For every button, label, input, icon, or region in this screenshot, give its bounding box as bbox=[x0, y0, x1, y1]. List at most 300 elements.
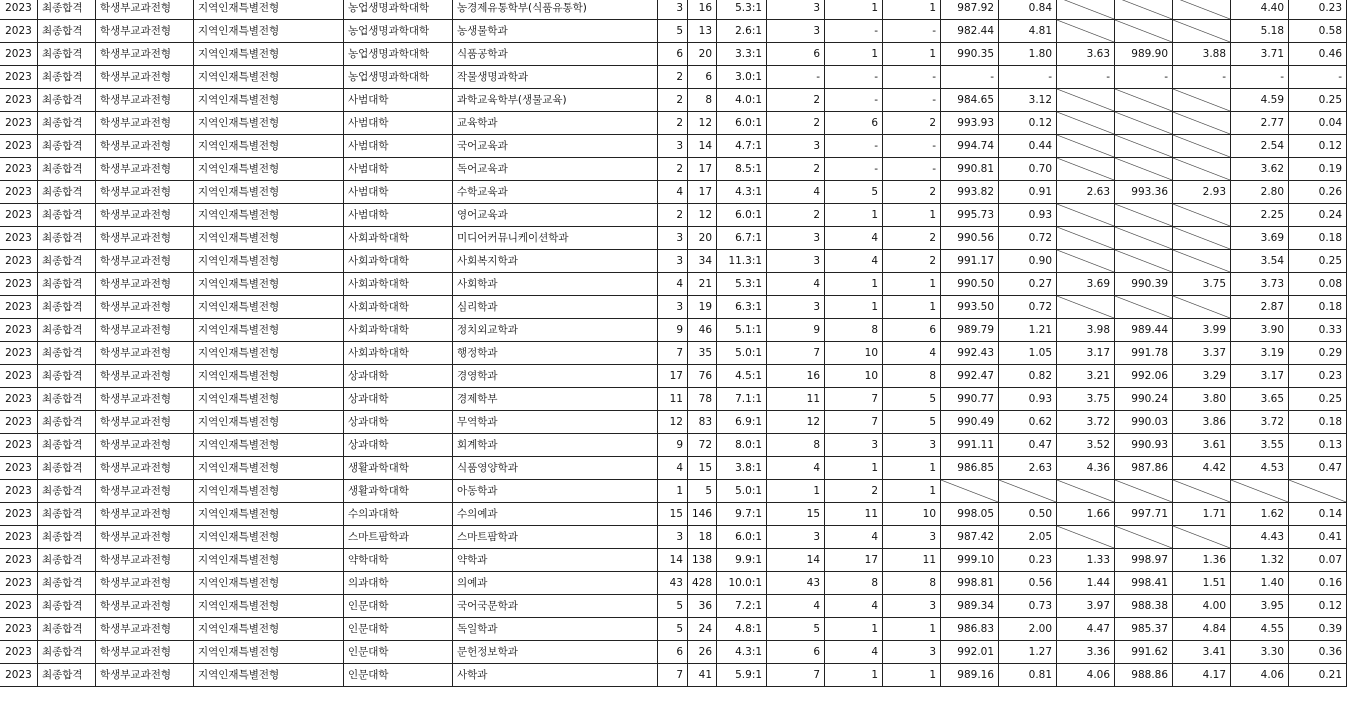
table-cell[interactable]: 988.38 bbox=[1115, 595, 1173, 618]
table-cell[interactable]: 2023 bbox=[0, 158, 38, 181]
table-cell[interactable]: 0.56 bbox=[999, 572, 1057, 595]
table-cell[interactable]: 학생부교과전형 bbox=[96, 664, 194, 687]
table-cell[interactable]: 35 bbox=[688, 342, 717, 365]
table-cell[interactable]: 3.98 bbox=[1057, 319, 1115, 342]
table-cell[interactable]: 4 bbox=[658, 181, 688, 204]
table-cell[interactable]: 6.0:1 bbox=[717, 526, 767, 549]
table-cell[interactable]: 2023 bbox=[0, 20, 38, 43]
table-cell[interactable]: 최종합격 bbox=[38, 89, 96, 112]
table-cell[interactable]: 2023 bbox=[0, 434, 38, 457]
table-cell[interactable]: 0.19 bbox=[1289, 158, 1347, 181]
table-cell[interactable]: 2.93 bbox=[1173, 181, 1231, 204]
table-cell[interactable]: 3.21 bbox=[1057, 365, 1115, 388]
table-cell[interactable]: 학생부교과전형 bbox=[96, 0, 194, 20]
table-cell[interactable]: 9.7:1 bbox=[717, 503, 767, 526]
table-cell[interactable]: 46 bbox=[688, 319, 717, 342]
table-cell[interactable]: 1 bbox=[883, 273, 941, 296]
table-cell[interactable]: 0.25 bbox=[1289, 89, 1347, 112]
table-cell[interactable]: 989.44 bbox=[1115, 319, 1173, 342]
table-cell[interactable]: 2023 bbox=[0, 319, 38, 342]
table-cell[interactable]: 최종합격 bbox=[38, 227, 96, 250]
table-cell[interactable]: 985.37 bbox=[1115, 618, 1173, 641]
table-cell[interactable]: 7 bbox=[825, 388, 883, 411]
table-cell[interactable]: 2 bbox=[767, 204, 825, 227]
table-cell[interactable]: 학생부교과전형 bbox=[96, 135, 194, 158]
table-cell[interactable]: 1.62 bbox=[1231, 503, 1289, 526]
table-cell[interactable]: 3.17 bbox=[1057, 342, 1115, 365]
table-cell[interactable]: 2 bbox=[658, 89, 688, 112]
table-cell[interactable]: 26 bbox=[688, 641, 717, 664]
table-cell[interactable]: 학생부교과전형 bbox=[96, 273, 194, 296]
table-cell[interactable]: 학생부교과전형 bbox=[96, 457, 194, 480]
table-cell[interactable]: 4.43 bbox=[1231, 526, 1289, 549]
table-cell[interactable]: 상과대학 bbox=[344, 411, 453, 434]
table-cell[interactable]: 2023 bbox=[0, 618, 38, 641]
table-cell[interactable]: 0.12 bbox=[1289, 595, 1347, 618]
table-cell[interactable]: 3.88 bbox=[1173, 43, 1231, 66]
table-cell[interactable]: 학생부교과전형 bbox=[96, 618, 194, 641]
table-cell[interactable]: 식품영양학과 bbox=[453, 457, 658, 480]
table-cell[interactable]: 4.42 bbox=[1173, 457, 1231, 480]
table-cell[interactable]: 3.65 bbox=[1231, 388, 1289, 411]
table-cell[interactable]: 41 bbox=[688, 664, 717, 687]
table-cell[interactable]: 4 bbox=[825, 641, 883, 664]
table-cell[interactable]: 지역인재특별전형 bbox=[194, 365, 344, 388]
table-cell[interactable]: 1 bbox=[767, 480, 825, 503]
table-cell[interactable]: 6.0:1 bbox=[717, 204, 767, 227]
table-cell[interactable]: 1.32 bbox=[1231, 549, 1289, 572]
table-cell[interactable]: 0.58 bbox=[1289, 20, 1347, 43]
table-cell[interactable]: 지역인재특별전형 bbox=[194, 112, 344, 135]
table-cell[interactable]: 사회과학대학 bbox=[344, 273, 453, 296]
table-cell[interactable]: 학생부교과전형 bbox=[96, 480, 194, 503]
table-cell[interactable]: 986.85 bbox=[941, 457, 999, 480]
table-cell[interactable]: 2023 bbox=[0, 595, 38, 618]
table-cell[interactable]: 1 bbox=[883, 457, 941, 480]
table-cell[interactable]: 7 bbox=[658, 342, 688, 365]
table-cell[interactable]: 7 bbox=[767, 342, 825, 365]
table-cell[interactable]: 2023 bbox=[0, 365, 38, 388]
table-cell[interactable]: 991.78 bbox=[1115, 342, 1173, 365]
table-cell[interactable]: 15 bbox=[767, 503, 825, 526]
table-cell[interactable]: 최종합격 bbox=[38, 618, 96, 641]
table-cell[interactable] bbox=[1057, 20, 1115, 43]
table-cell[interactable]: 0.39 bbox=[1289, 618, 1347, 641]
table-cell[interactable]: 3 bbox=[767, 526, 825, 549]
table-cell[interactable]: - bbox=[1289, 66, 1347, 89]
table-cell[interactable]: 998.05 bbox=[941, 503, 999, 526]
table-cell[interactable]: 3.75 bbox=[1173, 273, 1231, 296]
table-cell[interactable]: 0.82 bbox=[999, 365, 1057, 388]
table-cell[interactable]: 지역인재특별전형 bbox=[194, 204, 344, 227]
table-cell[interactable]: 사회과학대학 bbox=[344, 342, 453, 365]
table-cell[interactable]: 990.81 bbox=[941, 158, 999, 181]
table-cell[interactable] bbox=[1115, 158, 1173, 181]
table-cell[interactable]: 993.82 bbox=[941, 181, 999, 204]
table-cell[interactable]: 2023 bbox=[0, 181, 38, 204]
table-cell[interactable] bbox=[1057, 480, 1115, 503]
table-cell[interactable]: 4 bbox=[883, 342, 941, 365]
table-cell[interactable]: 2 bbox=[658, 112, 688, 135]
table-cell[interactable]: 5 bbox=[883, 388, 941, 411]
table-cell[interactable]: 5 bbox=[767, 618, 825, 641]
table-cell[interactable]: 사범대학 bbox=[344, 112, 453, 135]
table-cell[interactable]: 독일학과 bbox=[453, 618, 658, 641]
table-cell[interactable]: 4 bbox=[767, 595, 825, 618]
table-cell[interactable]: 6.3:1 bbox=[717, 296, 767, 319]
table-cell[interactable]: 9 bbox=[767, 319, 825, 342]
table-cell[interactable]: 무역학과 bbox=[453, 411, 658, 434]
table-cell[interactable]: 1.27 bbox=[999, 641, 1057, 664]
table-cell[interactable]: 3.73 bbox=[1231, 273, 1289, 296]
table-cell[interactable]: 1 bbox=[883, 204, 941, 227]
table-cell[interactable]: 2023 bbox=[0, 572, 38, 595]
table-cell[interactable]: 사회과학대학 bbox=[344, 319, 453, 342]
table-cell[interactable]: 0.04 bbox=[1289, 112, 1347, 135]
table-cell[interactable]: 사회과학대학 bbox=[344, 296, 453, 319]
table-cell[interactable]: 1 bbox=[883, 618, 941, 641]
table-cell[interactable]: 지역인재특별전형 bbox=[194, 572, 344, 595]
table-cell[interactable]: 약학대학 bbox=[344, 549, 453, 572]
table-cell[interactable]: 최종합격 bbox=[38, 250, 96, 273]
table-cell[interactable]: 993.50 bbox=[941, 296, 999, 319]
table-cell[interactable]: 7 bbox=[658, 664, 688, 687]
table-cell[interactable]: 지역인재특별전형 bbox=[194, 0, 344, 20]
table-cell[interactable]: 984.65 bbox=[941, 89, 999, 112]
table-cell[interactable]: 2 bbox=[658, 66, 688, 89]
table-cell[interactable]: 987.86 bbox=[1115, 457, 1173, 480]
table-cell[interactable]: 6 bbox=[658, 641, 688, 664]
table-cell[interactable]: 4.84 bbox=[1173, 618, 1231, 641]
table-cell[interactable]: 3.62 bbox=[1231, 158, 1289, 181]
table-cell[interactable]: 2 bbox=[883, 112, 941, 135]
table-cell[interactable]: 0.16 bbox=[1289, 572, 1347, 595]
table-cell[interactable]: 지역인재특별전형 bbox=[194, 618, 344, 641]
table-cell[interactable]: 2 bbox=[767, 158, 825, 181]
table-cell[interactable]: 0.81 bbox=[999, 664, 1057, 687]
table-cell[interactable]: 2023 bbox=[0, 66, 38, 89]
table-cell[interactable]: 3 bbox=[658, 526, 688, 549]
table-cell[interactable]: 최종합격 bbox=[38, 112, 96, 135]
table-cell[interactable]: 4.3:1 bbox=[717, 181, 767, 204]
table-cell[interactable] bbox=[1115, 112, 1173, 135]
table-cell[interactable]: 1 bbox=[825, 204, 883, 227]
table-cell[interactable]: 3.37 bbox=[1173, 342, 1231, 365]
table-cell[interactable]: 4.0:1 bbox=[717, 89, 767, 112]
table-cell[interactable]: 사범대학 bbox=[344, 181, 453, 204]
table-cell[interactable]: 12 bbox=[688, 204, 717, 227]
table-cell[interactable]: 1.66 bbox=[1057, 503, 1115, 526]
table-cell[interactable]: 교육학과 bbox=[453, 112, 658, 135]
table-cell[interactable]: 995.73 bbox=[941, 204, 999, 227]
table-cell[interactable]: 994.74 bbox=[941, 135, 999, 158]
table-cell[interactable]: 4.81 bbox=[999, 20, 1057, 43]
table-cell[interactable]: 0.44 bbox=[999, 135, 1057, 158]
table-cell[interactable]: - bbox=[825, 66, 883, 89]
table-cell[interactable]: 0.12 bbox=[1289, 135, 1347, 158]
table-cell[interactable]: 3 bbox=[767, 0, 825, 20]
table-cell[interactable]: 최종합격 bbox=[38, 641, 96, 664]
table-cell[interactable]: 6 bbox=[825, 112, 883, 135]
table-cell[interactable]: 982.44 bbox=[941, 20, 999, 43]
table-cell[interactable]: 3.55 bbox=[1231, 434, 1289, 457]
table-cell[interactable]: 정치외교학과 bbox=[453, 319, 658, 342]
table-cell[interactable]: 993.36 bbox=[1115, 181, 1173, 204]
table-cell[interactable]: 12 bbox=[767, 411, 825, 434]
table-cell[interactable]: 1.80 bbox=[999, 43, 1057, 66]
table-cell[interactable]: 1 bbox=[825, 618, 883, 641]
table-cell[interactable]: 989.16 bbox=[941, 664, 999, 687]
table-cell[interactable]: 43 bbox=[767, 572, 825, 595]
table-cell[interactable]: 6 bbox=[767, 641, 825, 664]
table-cell[interactable]: 3 bbox=[658, 135, 688, 158]
table-cell[interactable]: 3.36 bbox=[1057, 641, 1115, 664]
table-cell[interactable]: 국어교육과 bbox=[453, 135, 658, 158]
table-cell[interactable]: 1 bbox=[825, 0, 883, 20]
table-cell[interactable]: 991.11 bbox=[941, 434, 999, 457]
table-cell[interactable]: 최종합격 bbox=[38, 43, 96, 66]
table-cell[interactable]: 2.63 bbox=[999, 457, 1057, 480]
table-cell[interactable]: 3 bbox=[883, 641, 941, 664]
table-cell[interactable]: 사범대학 bbox=[344, 204, 453, 227]
table-cell[interactable] bbox=[1057, 296, 1115, 319]
table-cell[interactable]: 학생부교과전형 bbox=[96, 112, 194, 135]
table-cell[interactable]: 14 bbox=[767, 549, 825, 572]
table-cell[interactable]: 0.33 bbox=[1289, 319, 1347, 342]
table-cell[interactable]: - bbox=[1115, 66, 1173, 89]
table-cell[interactable]: 국어국문학과 bbox=[453, 595, 658, 618]
table-cell[interactable]: 3 bbox=[658, 0, 688, 20]
table-cell[interactable] bbox=[1115, 526, 1173, 549]
table-cell[interactable]: 7 bbox=[825, 411, 883, 434]
table-cell[interactable]: 0.25 bbox=[1289, 388, 1347, 411]
table-cell[interactable]: 사학과 bbox=[453, 664, 658, 687]
table-cell[interactable] bbox=[1173, 227, 1231, 250]
table-cell[interactable]: 990.56 bbox=[941, 227, 999, 250]
table-cell[interactable]: 6.0:1 bbox=[717, 112, 767, 135]
table-cell[interactable] bbox=[1057, 204, 1115, 227]
table-cell[interactable]: 990.35 bbox=[941, 43, 999, 66]
table-cell[interactable] bbox=[1173, 20, 1231, 43]
table-cell[interactable]: 최종합격 bbox=[38, 135, 96, 158]
table-cell[interactable]: 18 bbox=[688, 526, 717, 549]
table-cell[interactable]: 2 bbox=[883, 181, 941, 204]
table-cell[interactable]: 4.06 bbox=[1057, 664, 1115, 687]
table-cell[interactable]: 1.51 bbox=[1173, 572, 1231, 595]
table-cell[interactable]: 지역인재특별전형 bbox=[194, 526, 344, 549]
table-cell[interactable]: 최종합격 bbox=[38, 595, 96, 618]
table-cell[interactable]: 4 bbox=[767, 273, 825, 296]
table-cell[interactable]: 2023 bbox=[0, 503, 38, 526]
table-cell[interactable]: - bbox=[1173, 66, 1231, 89]
table-cell[interactable]: 3 bbox=[883, 595, 941, 618]
table-cell[interactable]: 17 bbox=[688, 158, 717, 181]
table-cell[interactable]: 0.70 bbox=[999, 158, 1057, 181]
table-cell[interactable]: 6 bbox=[883, 319, 941, 342]
table-cell[interactable]: 지역인재특별전형 bbox=[194, 89, 344, 112]
table-cell[interactable]: 0.25 bbox=[1289, 250, 1347, 273]
table-cell[interactable]: 989.90 bbox=[1115, 43, 1173, 66]
table-cell[interactable]: 의예과 bbox=[453, 572, 658, 595]
table-cell[interactable]: 21 bbox=[688, 273, 717, 296]
table-cell[interactable]: 학생부교과전형 bbox=[96, 250, 194, 273]
table-cell[interactable]: - bbox=[767, 66, 825, 89]
table-cell[interactable]: 2.87 bbox=[1231, 296, 1289, 319]
table-cell[interactable]: 5.18 bbox=[1231, 20, 1289, 43]
table-cell[interactable]: 최종합격 bbox=[38, 480, 96, 503]
table-cell[interactable]: 0.91 bbox=[999, 181, 1057, 204]
table-cell[interactable]: 2.63 bbox=[1057, 181, 1115, 204]
table-cell[interactable]: 4 bbox=[767, 181, 825, 204]
table-cell[interactable]: 생활과학대학 bbox=[344, 480, 453, 503]
table-cell[interactable]: 6 bbox=[688, 66, 717, 89]
table-cell[interactable]: 14 bbox=[658, 549, 688, 572]
table-cell[interactable]: 992.01 bbox=[941, 641, 999, 664]
table-cell[interactable]: 사범대학 bbox=[344, 135, 453, 158]
table-cell[interactable]: 998.97 bbox=[1115, 549, 1173, 572]
table-cell[interactable]: 4.40 bbox=[1231, 0, 1289, 20]
table-cell[interactable]: 학생부교과전형 bbox=[96, 365, 194, 388]
table-cell[interactable] bbox=[1173, 204, 1231, 227]
table-cell[interactable]: 4.47 bbox=[1057, 618, 1115, 641]
table-cell[interactable]: 상과대학 bbox=[344, 365, 453, 388]
table-cell[interactable]: 2023 bbox=[0, 549, 38, 572]
table-cell[interactable]: 3 bbox=[658, 250, 688, 273]
table-cell[interactable]: 4.8:1 bbox=[717, 618, 767, 641]
table-cell[interactable]: 1.44 bbox=[1057, 572, 1115, 595]
table-cell[interactable]: 사범대학 bbox=[344, 89, 453, 112]
table-cell[interactable]: 경제학부 bbox=[453, 388, 658, 411]
table-cell[interactable]: 2023 bbox=[0, 664, 38, 687]
table-cell[interactable]: 2023 bbox=[0, 0, 38, 20]
table-cell[interactable]: 2.05 bbox=[999, 526, 1057, 549]
table-cell[interactable]: 2 bbox=[658, 158, 688, 181]
table-cell[interactable] bbox=[1115, 20, 1173, 43]
table-cell[interactable]: 스마트팜학과 bbox=[344, 526, 453, 549]
table-cell[interactable]: 2023 bbox=[0, 480, 38, 503]
table-cell[interactable]: 990.49 bbox=[941, 411, 999, 434]
table-cell[interactable]: 987.42 bbox=[941, 526, 999, 549]
table-cell[interactable] bbox=[1231, 480, 1289, 503]
table-cell[interactable]: 4.06 bbox=[1231, 664, 1289, 687]
table-cell[interactable]: 11 bbox=[825, 503, 883, 526]
table-cell[interactable] bbox=[1173, 158, 1231, 181]
table-cell[interactable]: 9.9:1 bbox=[717, 549, 767, 572]
table-cell[interactable]: - bbox=[999, 66, 1057, 89]
table-cell[interactable] bbox=[1115, 0, 1173, 20]
table-cell[interactable]: 사회복지학과 bbox=[453, 250, 658, 273]
table-cell[interactable]: 5.9:1 bbox=[717, 664, 767, 687]
table-cell[interactable]: 6.7:1 bbox=[717, 227, 767, 250]
table-cell[interactable]: 식품공학과 bbox=[453, 43, 658, 66]
table-cell[interactable]: 0.62 bbox=[999, 411, 1057, 434]
table-cell[interactable]: 농업생명과학대학 bbox=[344, 66, 453, 89]
table-cell[interactable]: 76 bbox=[688, 365, 717, 388]
table-cell[interactable]: 사범대학 bbox=[344, 158, 453, 181]
table-cell[interactable]: 4.59 bbox=[1231, 89, 1289, 112]
table-cell[interactable]: 8.5:1 bbox=[717, 158, 767, 181]
table-cell[interactable]: 1 bbox=[825, 43, 883, 66]
table-cell[interactable] bbox=[1173, 526, 1231, 549]
table-cell[interactable]: - bbox=[883, 158, 941, 181]
table-cell[interactable] bbox=[999, 480, 1057, 503]
table-cell[interactable]: 5 bbox=[658, 618, 688, 641]
table-cell[interactable]: 학생부교과전형 bbox=[96, 296, 194, 319]
table-cell[interactable]: 998.81 bbox=[941, 572, 999, 595]
table-cell[interactable] bbox=[1173, 480, 1231, 503]
table-cell[interactable]: 최종합격 bbox=[38, 296, 96, 319]
table-cell[interactable]: 사회학과 bbox=[453, 273, 658, 296]
table-cell[interactable]: 7 bbox=[767, 664, 825, 687]
table-cell[interactable]: 농업생명과학대학 bbox=[344, 0, 453, 20]
table-cell[interactable]: 학생부교과전형 bbox=[96, 641, 194, 664]
table-cell[interactable]: 3.0:1 bbox=[717, 66, 767, 89]
table-cell[interactable]: 8 bbox=[883, 365, 941, 388]
table-cell[interactable]: - bbox=[825, 89, 883, 112]
table-cell[interactable]: 5.0:1 bbox=[717, 480, 767, 503]
table-cell[interactable]: 1 bbox=[883, 296, 941, 319]
table-cell[interactable]: 1 bbox=[658, 480, 688, 503]
table-cell[interactable]: 2023 bbox=[0, 296, 38, 319]
table-cell[interactable]: 지역인재특별전형 bbox=[194, 388, 344, 411]
table-cell[interactable]: 상과대학 bbox=[344, 388, 453, 411]
table-cell[interactable]: 0.21 bbox=[1289, 664, 1347, 687]
table-cell[interactable]: 0.73 bbox=[999, 595, 1057, 618]
table-cell[interactable]: 지역인재특별전형 bbox=[194, 480, 344, 503]
table-cell[interactable]: 8.0:1 bbox=[717, 434, 767, 457]
table-cell[interactable]: 10 bbox=[825, 365, 883, 388]
table-cell[interactable]: 15 bbox=[688, 457, 717, 480]
table-cell[interactable]: 20 bbox=[688, 227, 717, 250]
table-cell[interactable]: 학생부교과전형 bbox=[96, 549, 194, 572]
table-cell[interactable]: 83 bbox=[688, 411, 717, 434]
table-cell[interactable]: 3.90 bbox=[1231, 319, 1289, 342]
table-cell[interactable]: 인문대학 bbox=[344, 618, 453, 641]
table-cell[interactable]: 5.3:1 bbox=[717, 273, 767, 296]
table-cell[interactable]: 최종합격 bbox=[38, 273, 96, 296]
table-cell[interactable]: 인문대학 bbox=[344, 664, 453, 687]
table-cell[interactable]: 2 bbox=[767, 89, 825, 112]
table-cell[interactable]: 990.24 bbox=[1115, 388, 1173, 411]
table-cell[interactable]: 5 bbox=[658, 595, 688, 618]
table-cell[interactable]: 6 bbox=[767, 43, 825, 66]
table-cell[interactable]: 스마트팜학과 bbox=[453, 526, 658, 549]
table-cell[interactable]: 992.47 bbox=[941, 365, 999, 388]
table-cell[interactable]: 0.29 bbox=[1289, 342, 1347, 365]
table-cell[interactable]: 2023 bbox=[0, 273, 38, 296]
table-cell[interactable] bbox=[1115, 89, 1173, 112]
table-cell[interactable]: 997.71 bbox=[1115, 503, 1173, 526]
table-cell[interactable]: 학생부교과전형 bbox=[96, 434, 194, 457]
table-cell[interactable]: 4 bbox=[825, 227, 883, 250]
table-cell[interactable]: 지역인재특별전형 bbox=[194, 43, 344, 66]
table-cell[interactable] bbox=[1115, 227, 1173, 250]
table-cell[interactable]: 989.79 bbox=[941, 319, 999, 342]
table-cell[interactable]: 농업생명과학대학 bbox=[344, 43, 453, 66]
table-cell[interactable]: 학생부교과전형 bbox=[96, 319, 194, 342]
table-cell[interactable]: 최종합격 bbox=[38, 572, 96, 595]
table-cell[interactable]: 6.9:1 bbox=[717, 411, 767, 434]
table-cell[interactable]: 3 bbox=[767, 296, 825, 319]
table-cell[interactable]: 1 bbox=[883, 664, 941, 687]
table-cell[interactable]: 3.99 bbox=[1173, 319, 1231, 342]
table-cell[interactable]: 1 bbox=[825, 664, 883, 687]
table-cell[interactable]: 0.18 bbox=[1289, 296, 1347, 319]
table-cell[interactable]: 학생부교과전형 bbox=[96, 388, 194, 411]
table-cell[interactable]: 3.8:1 bbox=[717, 457, 767, 480]
table-cell[interactable]: 1 bbox=[825, 457, 883, 480]
table-cell[interactable]: 2.77 bbox=[1231, 112, 1289, 135]
